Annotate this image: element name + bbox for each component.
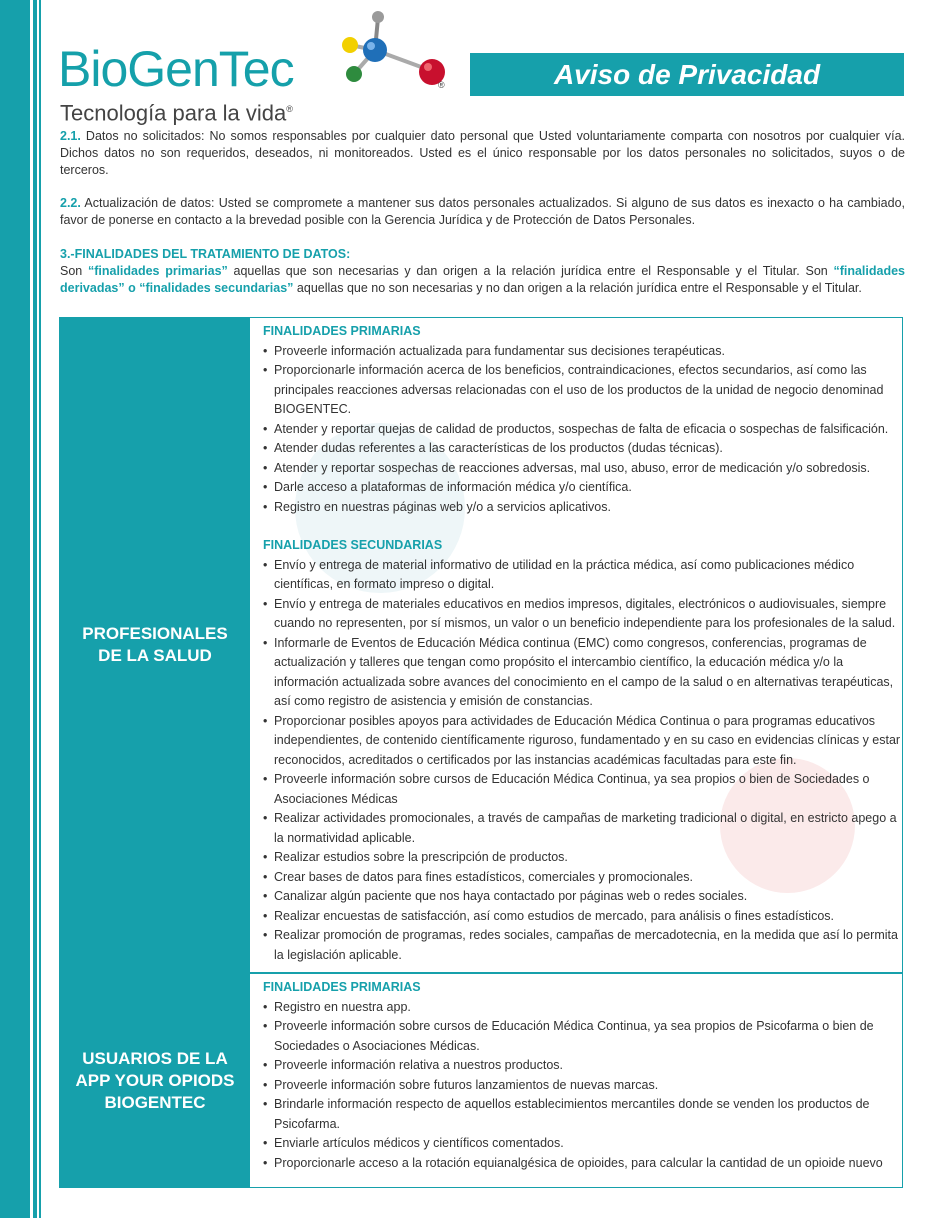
list-item: • Realizar actividades promocionales, a través de campañas de marketing tradicional o digital, en estricto apego a la normatividad aplicable. (263, 809, 903, 848)
brand-logo (58, 8, 453, 126)
section-3 (60, 246, 905, 297)
category-app-users: USUARIOS DE LA APP YOUR OPIODS BIOGENTEC (60, 974, 250, 1188)
paragraph-2-1: 2.1. Datos no solicitados: No somos responsables por cualquier dato personal que Usted voluntariamente comparta con nosotros por cualquier vía. Dichos datos no son requeridos, deseados, ni monitoreados. Usted es el único responsable por los datos personales no solicitados, suyos o de terceros. (60, 129, 906, 177)
paragraph-2-2: 2.2. Actualización de datos: Usted se compromete a mantener sus datos personales actualizados. Si alguno de sus datos es inexacto o ha cambiado, favor de ponerse en contacto a la brevedad posible con la Gerencia Jurídica y de Protección de Datos Personales. (60, 196, 905, 227)
list-item: • Registro en nuestras páginas web y/o a servicios aplicativos. (263, 498, 903, 518)
list-item: • Realizar encuestas de satisfacción, así como estudios de mercado, para análisis o fines estadísticos. (263, 907, 903, 927)
list-item: • Informarle de Eventos de Educación Médica continua (EMC) como congresos, conferencias, programas de actualización y talleres que tengan como propósito el intercambio científico, la educación médica y/o la información actualizada sobre avances del conocimiento en el campo de la salud o en alternativas terapéuticas, así como registro de asistencia y emisión de constancias. (263, 634, 903, 712)
list-item: • Envío y entrega de material informativo de utilidad en la práctica médica, así como publicaciones médico científicas, en formato impreso o digital. (263, 556, 903, 595)
secondary-purposes-list (263, 556, 903, 966)
primary-purposes-title: FINALIDADES PRIMARIAS (263, 324, 421, 338)
purposes-table (59, 317, 903, 1188)
list-item: • Registro en nuestra app. (263, 998, 903, 1018)
list-item: • Proporcionarle información acerca de los beneficios, contraindicaciones, efectos secundarios, así como las principales reacciones adversas relacionadas con el uso de los productos de la unidad de negocio denominad BIOGENTEC. (263, 361, 903, 420)
list-item: • Atender y reportar sospechas de reacciones adversas, mal uso, abuso, error de medicación y/o sobredosis. (263, 459, 903, 479)
list-item: • Proveerle información sobre futuros lanzamientos de nuevas marcas. (263, 1076, 903, 1096)
molecule-icon (320, 8, 455, 98)
list-item: • Enviarle artículos médicos y científicos comentados. (263, 1134, 903, 1154)
app-users-purposes (263, 978, 903, 1173)
list-item: • Realizar promoción de programas, redes sociales, campañas de mercadotecnia, en la medida que así lo permita la legislación aplicable. (263, 926, 903, 965)
list-item: • Brindarle información respecto de aquellos establecimientos mercantiles donde se venden los productos de Psicofarma. (263, 1095, 903, 1134)
primary-purposes-list (263, 998, 903, 1174)
section-description: Son “finalidades primarias” aquellas que son necesarias y dan origen a la relación jurídica entre el Responsable y el Titular. Son “finalidades derivadas” o “finalidades secundarias” aquellas que no son necesarias y no dan origen a la relación jurídica entre el Responsable y el Titular. (60, 264, 905, 295)
list-item: • Atender dudas referentes a las características de los productos (dudas técnicas). (263, 439, 903, 459)
section-title: 3.-FINALIDADES DEL TRATAMIENTO DE DATOS: (60, 247, 351, 261)
list-item: • Proporcionarle acceso a la rotación equianalgésica de opioides, para calcular la cantidad de un opioide nuevo (263, 1154, 903, 1174)
primary-purposes-list (263, 342, 903, 518)
side-stripe-wide (0, 0, 30, 1218)
page-title: Aviso de Privacidad (470, 53, 904, 96)
category-professionals: PROFESIONALES DE LA SALUD (60, 318, 250, 972)
list-item: • Atender y reportar quejas de calidad de productos, sospechas de falta de eficacia o sospechas de falsificación. (263, 420, 903, 440)
side-stripe-hairline (39, 0, 41, 1218)
registered-mark: ® (438, 80, 445, 90)
list-item: • Proveerle información relativa a nuestros productos. (263, 1056, 903, 1076)
list-item: • Crear bases de datos para fines estadísticos, comerciales y promocionales. (263, 868, 903, 888)
brand-name: BioGenTec (58, 41, 294, 97)
side-stripe-thin (33, 0, 37, 1218)
list-item: • Realizar estudios sobre la prescripción de productos. (263, 848, 903, 868)
primary-purposes-title: FINALIDADES PRIMARIAS (263, 980, 421, 994)
list-item: • Canalizar algún paciente que nos haya contactado por páginas web o redes sociales. (263, 887, 903, 907)
list-item: • Darle acceso a plataformas de información médica y/o científica. (263, 478, 903, 498)
list-item: • Proporcionar posibles apoyos para actividades de Educación Médica Continua o para programas educativos independientes, de contenido científicamente riguroso, fundamentado y en su caso en evidencias clínicas y estar reconocidos, acreditados o certificados por las instancias académicas facultadas para este fin. (263, 712, 903, 771)
list-item: • Envío y entrega de materiales educativos en medios impresos, digitales, electrónicos o audiovisuales, siempre cuando no representen, por sí mismos, un valor o un beneficio independiente para los profesionales de la salud. (263, 595, 903, 634)
brand-tagline: Tecnología para la vida® (60, 100, 293, 126)
secondary-purposes-title: FINALIDADES SECUNDARIAS (263, 538, 443, 552)
list-item: • Proveerle información actualizada para fundamentar sus decisiones terapéuticas. (263, 342, 903, 362)
professionals-purposes (263, 322, 903, 965)
list-item: • Proveerle información sobre cursos de Educación Médica Continua, ya sea propios o bien de Sociedades o Asociaciones Médicas (263, 770, 903, 809)
list-item: • Proveerle información sobre cursos de Educación Médica Continua, ya sea propios de Psicofarma o bien de Sociedades o Asociaciones Médicas. (263, 1017, 903, 1056)
